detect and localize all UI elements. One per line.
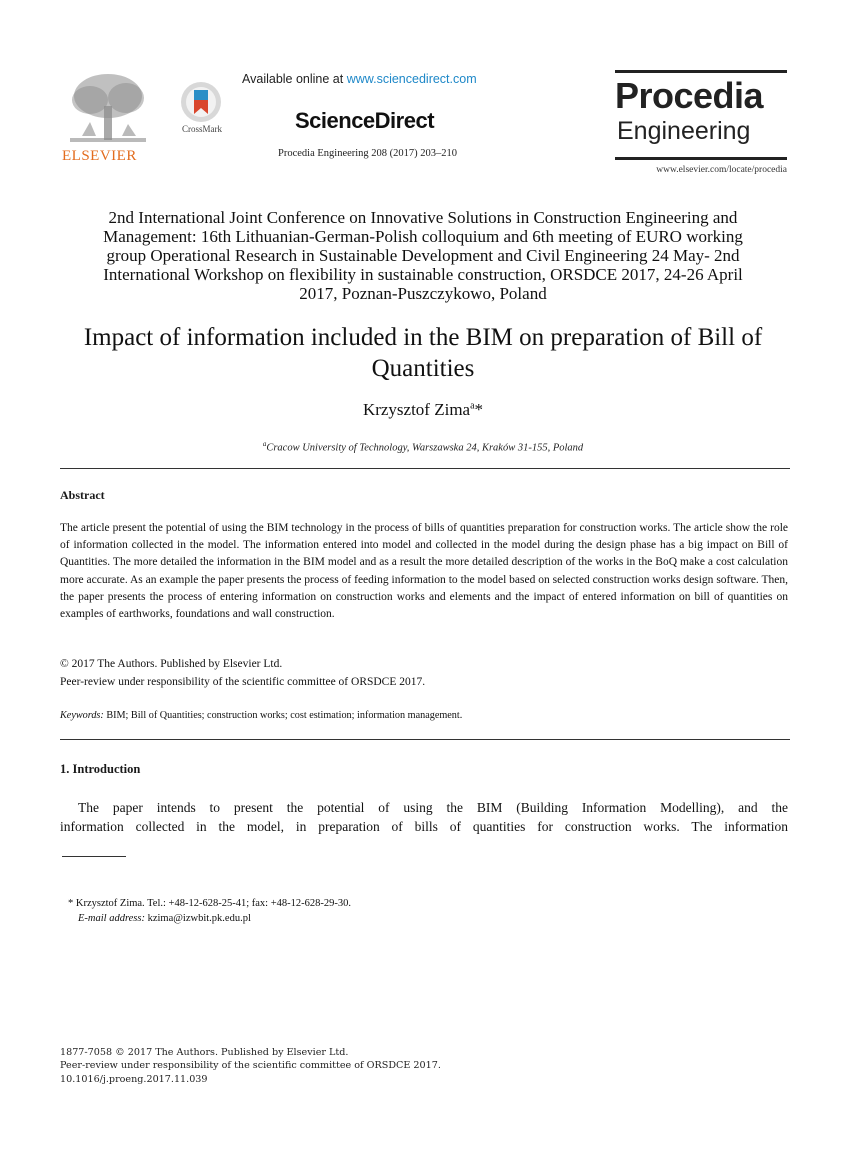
paragraph-line bbox=[60, 798, 788, 817]
journal-reference: Procedia Engineering 208 (2017) 203–210 bbox=[278, 148, 458, 159]
email-address[interactable]: kzima@izwbit.pk.edu.pl bbox=[147, 913, 251, 924]
author-name: Krzysztof Zima bbox=[362, 400, 471, 419]
logo-bottom-rule bbox=[615, 157, 787, 160]
footnote-email bbox=[78, 913, 251, 924]
available-prefix: Available online at bbox=[242, 72, 347, 86]
crossmark-label: CrossMark bbox=[182, 124, 222, 134]
conference-line: 2017, Poznan-Puszczykowo, Poland bbox=[299, 284, 547, 303]
footnote-rule bbox=[62, 856, 126, 857]
footnote-contact: * Krzysztof Zima. Tel.: +48-12-628-25-41; fax: +48-12-628-29-30. bbox=[68, 898, 351, 909]
section-heading-introduction: 1. Introduction bbox=[60, 762, 141, 776]
author-affil-mark: a bbox=[470, 400, 475, 412]
footer-doi-line[interactable]: 10.1016/j.proeng.2017.11.039 bbox=[60, 1073, 208, 1085]
footer bbox=[60, 1046, 560, 1086]
abstract-text: The article present the potential of using the BIM technology in the process of bills of quantities preparation for construction works. The article show the role of information collected in the model. The information entered into model and collected in the model during the design phase has a big impact on Bill of Quantities. The more detailed the information in the BIM model and as a result the more detailed description of the works in the BoQ make a cost calculation more accurate. As an example the paper presents the process of feeding information to the model based on selected construction works design software. Then, the paper presents the process of entering information on construction works and elements and the impact of entered information on bill of quantities on examples of earthworks, foundations and wall construction. bbox=[60, 522, 788, 621]
conference-info bbox=[60, 208, 786, 303]
keywords bbox=[60, 710, 788, 721]
author-corresponding-mark: * bbox=[474, 400, 484, 419]
introduction-paragraph bbox=[60, 798, 788, 836]
crossmark-icon[interactable] bbox=[178, 80, 224, 124]
divider bbox=[60, 739, 790, 740]
elsevier-logo: ELSEVIER bbox=[62, 148, 137, 164]
procedia-title: Procedia bbox=[615, 75, 764, 116]
sciencedirect-link[interactable]: www.sciencedirect.com bbox=[346, 72, 477, 86]
paragraph-line-text: The paper intends to present the potential of using the BIM (Building Information Modelling), and the bbox=[78, 800, 788, 815]
abstract-heading: Abstract bbox=[60, 488, 105, 502]
logo-top-rule bbox=[615, 70, 787, 73]
conference-line: 2nd International Joint Conference on Innovative Solutions in Construction Engineering and bbox=[108, 208, 738, 227]
paper-title bbox=[60, 322, 786, 384]
title-line: Quantities bbox=[371, 355, 475, 382]
paragraph-line: information collected in the model, in preparation of bills of quantities for construction works. The information bbox=[60, 819, 788, 834]
affiliation-text: Cracow University of Technology, Warszawska 24, Kraków 31-155, Poland bbox=[266, 442, 584, 454]
author-line bbox=[60, 400, 786, 420]
conference-line: Management: 16th Lithuanian-German-Polish colloquium and 6th meeting of EURO working bbox=[103, 227, 743, 246]
keywords-list: BIM; Bill of Quantities; construction works; cost estimation; information management. bbox=[106, 710, 463, 721]
peer-review-line: Peer-review under responsibility of the scientific committee of ORSDCE 2017. bbox=[60, 676, 426, 688]
footer-peer-review-line: Peer-review under responsibility of the scientific committee of ORSDCE 2017. bbox=[60, 1060, 441, 1072]
title-line: Impact of information included in the BIM on preparation of Bill of bbox=[83, 324, 763, 351]
keywords-label: Keywords: bbox=[60, 710, 104, 721]
affiliation-mark: a bbox=[262, 440, 267, 448]
footer-issn-line: 1877-7058 © 2017 The Authors. Published by Elsevier Ltd. bbox=[60, 1047, 349, 1058]
sciencedirect-logo: ScienceDirect bbox=[295, 108, 435, 133]
procedia-engineering-logo bbox=[615, 70, 787, 180]
conference-line: group Operational Research in Sustainable Development and Civil Engineering 24 May- 2nd bbox=[106, 246, 740, 265]
available-online-line bbox=[242, 72, 522, 86]
procedia-subtitle: Engineering bbox=[617, 117, 751, 145]
email-label: E-mail address: bbox=[78, 913, 145, 924]
procedia-url[interactable]: www.elsevier.com/locate/procedia bbox=[656, 165, 787, 175]
copyright-line: © 2017 The Authors. Published by Elsevier Ltd. bbox=[60, 658, 283, 670]
divider bbox=[60, 468, 790, 469]
affiliation bbox=[60, 440, 786, 454]
elsevier-tree-logo-icon bbox=[60, 70, 156, 150]
conference-line: International Workshop on flexibility in sustainable construction, ORSDCE 2017, 24-26 April bbox=[103, 265, 743, 284]
